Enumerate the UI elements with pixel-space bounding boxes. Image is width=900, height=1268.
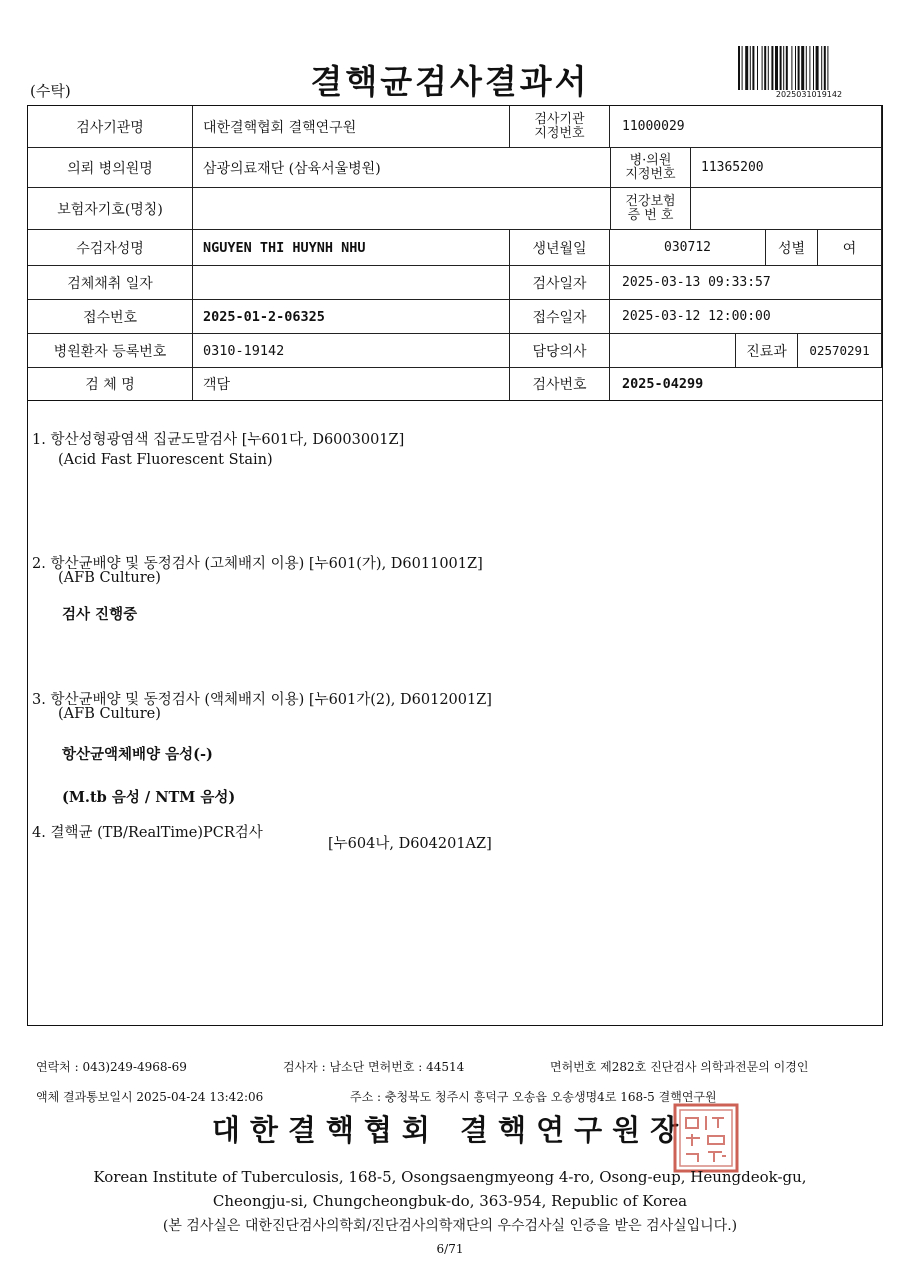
report-time-line: 액체 결과통보일시 2025-04-24 13:42:06 (36, 1090, 264, 1104)
dob-value: 030712 (610, 230, 766, 266)
accession-value: 2025-01-2-06325 (193, 300, 510, 334)
doctor-label: 담당의사 (510, 334, 610, 368)
certification-note: (본 검사실은 대한진단검사의학회/진단검사의학재단의 우수검사실 인증을 받은 검사실입니다.) (162, 1218, 738, 1234)
patient-value: NGUYEN THI HUYNH NHU (193, 230, 510, 266)
test-2-subtitle: (AFB Culture) (58, 570, 161, 586)
specialist-line: 면허번호 제282호 진단검사 의학과전문의 이경인 (550, 1060, 809, 1074)
hosp-id-label-line1: 병·의원 (629, 152, 672, 168)
test-1-title: 1. 항산성형광염색 집균도말검사 [누601다, D6003001Z] (32, 432, 405, 448)
test-no-value: 2025-04299 (622, 376, 704, 392)
dob-label: 생년월일 (510, 230, 610, 266)
hosp-id-label-line2: 지정번호 (625, 166, 676, 182)
test-1-subtitle: (Acid Fast Fluorescent Stain) (58, 452, 273, 468)
test-date-label: 검사일자 (510, 266, 610, 300)
test-date-value: 2025-03-13 09:33:57 (610, 266, 882, 300)
patient-label: 수검자성명 (28, 230, 193, 266)
results-section (27, 400, 883, 1026)
accession-label: 접수번호 (28, 300, 193, 334)
dept-value: 02570291 (798, 334, 882, 368)
test-3-result-2: (M.tb 음성 / NTM 음성) (62, 789, 236, 806)
official-seal-icon (672, 1102, 740, 1174)
sex-label: 성별 (766, 230, 818, 266)
inst-value: 대한결핵협회 결핵연구원 (193, 106, 510, 148)
address-en-line-1: Korean Institute of Tuberculosis, 168-5, Osongsaengmyeong 4-ro, Osong-eup, Heungdeok-gu, (93, 1168, 807, 1186)
inst-label: 검사기관명 (28, 106, 193, 148)
hosp-id-label (611, 148, 691, 188)
test-3-result-1: 항산균액체배양 음성(-) (62, 746, 213, 763)
hospital-value: 삼광의료재단 (삼육서울병원) (193, 148, 611, 188)
page-number: 6/71 (436, 1242, 464, 1256)
test-3-title: 3. 항산균배양 및 동정검사 (액체배지 이용) [누601가(2), D6012001Z] (32, 692, 492, 708)
barcode-number: 2025031019142 (775, 90, 843, 99)
health-id-label-line2: 증 번 호 (627, 207, 674, 223)
test-no-label: 검사번호 (510, 368, 610, 400)
doctor-value (610, 334, 736, 368)
health-id-value (691, 188, 882, 230)
receiver-tag: (수탁) (30, 82, 71, 100)
patient-info-table (27, 105, 883, 401)
test-2-title: 2. 항산균배양 및 동정검사 (고체배지 이용) [누601(가), D6011001Z] (32, 556, 483, 572)
reg-label: 병원환자 등록번호 (28, 334, 193, 368)
dept-label: 진료과 (736, 334, 798, 368)
reg-value: 0310-19142 (193, 334, 510, 368)
insurer-value (193, 188, 611, 230)
address-kr-line: 주소 : 충청북도 청주시 흥덕구 오송읍 오송생명4로 168-5 결핵연구원 (350, 1090, 717, 1104)
inst-id-value: 11000029 (610, 106, 882, 148)
inst-id-label (510, 106, 610, 148)
test-4-title: 4. 결핵균 (TB/RealTime)PCR검사 (32, 825, 263, 841)
document-title: 결핵균검사결과서 (310, 62, 590, 101)
sex-value: 여 (818, 230, 882, 266)
receipt-date-value: 2025-03-12 12:00:00 (610, 300, 882, 334)
insurer-label: 보험자기호(명칭) (28, 188, 193, 230)
health-id-label (611, 188, 691, 230)
specimen-value: 객담 (193, 368, 510, 400)
examiner-line: 검사자 : 남소단 면허번호 : 44514 (283, 1060, 465, 1074)
test-2-result: 검사 진행중 (62, 606, 138, 623)
organization-name: 대한결핵협회 결핵연구원장 (211, 1113, 689, 1147)
barcode (736, 46, 882, 90)
specimen-label: 검 체 명 (28, 368, 193, 400)
test-4-code: [누604나, D604201AZ] (328, 836, 492, 852)
test-3-subtitle: (AFB Culture) (58, 706, 161, 722)
hosp-id-value: 11365200 (691, 148, 882, 188)
collect-label: 검체채취 일자 (28, 266, 193, 300)
inst-id-label-line2: 지정번호 (534, 125, 585, 141)
contact-line: 연락처 : 043)249-4968-69 (36, 1060, 187, 1074)
receipt-date-label: 접수일자 (510, 300, 610, 334)
hospital-label: 의뢰 병의원명 (28, 148, 193, 188)
address-en-line-2: Cheongju-si, Chungcheongbuk-do, 363-954, Republic of Korea (212, 1192, 688, 1210)
inst-id-label-line1: 검사기관 (534, 111, 585, 127)
health-id-label-line1: 건강보험 (625, 193, 676, 209)
collect-value (193, 266, 510, 300)
